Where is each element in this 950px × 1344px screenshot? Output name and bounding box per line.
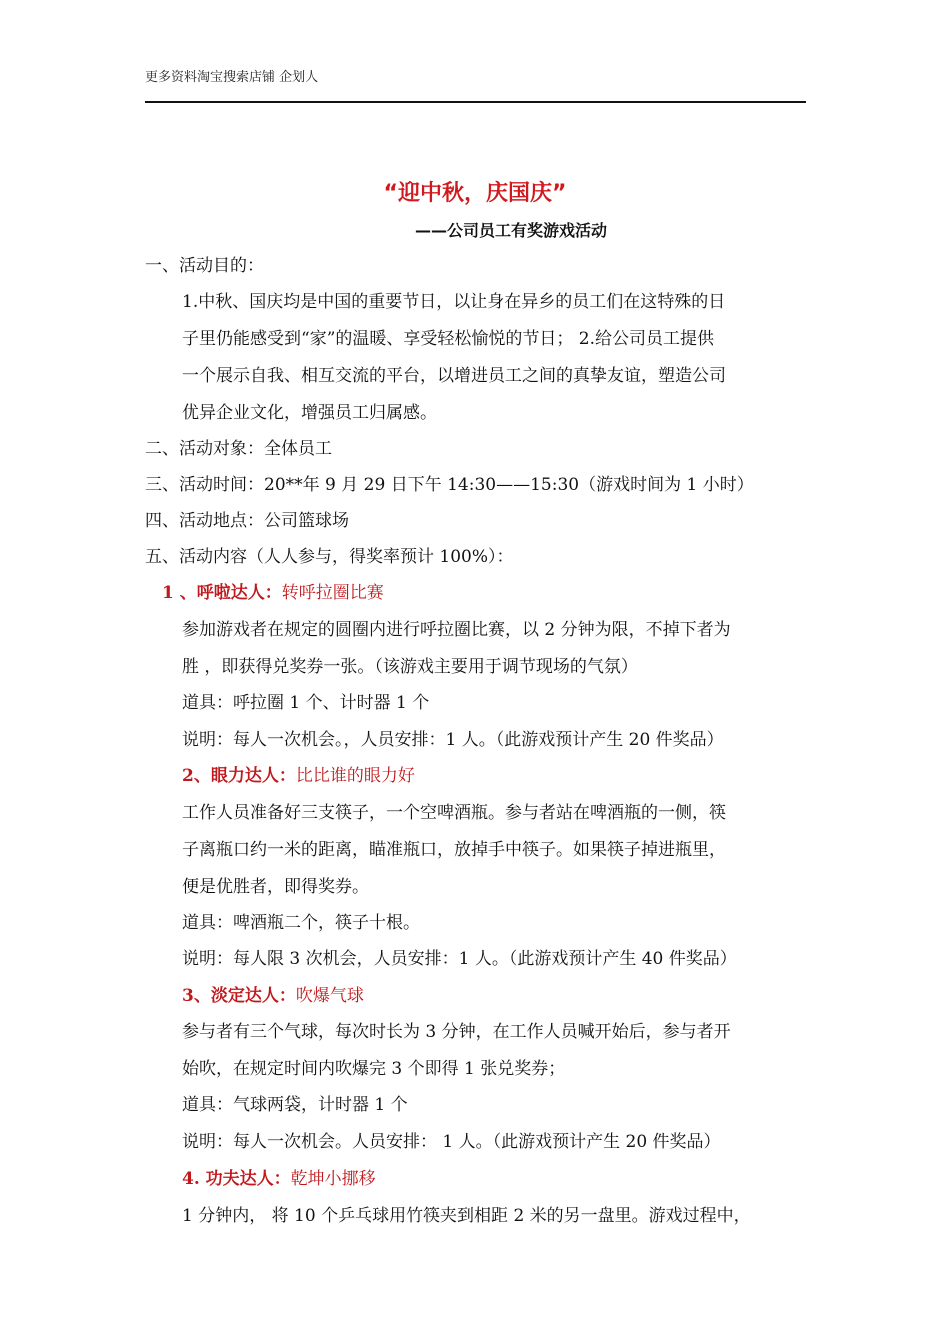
purpose-line: 一个展示自我、相互交流的平台，以增进员工之间的真挚友谊，塑造公司 (182, 366, 726, 386)
game-label: 2、眼力达人： (182, 766, 296, 786)
game-desc-line: 参加游戏者在规定的圆圈内进行呼拉圈比赛，以 2 分钟为限，不掉下者为 (182, 620, 731, 640)
game-props: 道具：气球两袋，计时器 1 个 (182, 1095, 408, 1115)
game-label: 4. 功夫达人： (182, 1169, 291, 1189)
game-name: 乾坤小挪移 (290, 1169, 376, 1189)
section-target: 二、活动对象：全体员工 (145, 439, 332, 459)
game-desc-line: 便是优胜者，即得奖券。 (182, 877, 369, 897)
document-title: “迎中秋，庆国庆” (383, 181, 567, 206)
purpose-line: 子里仍能感受到“家”的温暖、享受轻松愉悦的节日； 2.给公司员工提供 (182, 329, 715, 349)
game-desc-line: 1 分钟内， 将 10 个乒乓球用竹筷夹到相距 2 米的另一盘里。游戏过程中， (182, 1206, 751, 1226)
game-heading (182, 765, 415, 787)
section-time: 三、活动时间：20**年 9 月 29 日下午 14:30——15:30（游戏时间为 1 小时） (145, 475, 754, 495)
game-name: 转呼拉圈比赛 (281, 583, 384, 603)
game-name: 比比谁的眼力好 (295, 766, 415, 786)
section-place: 四、活动地点：公司篮球场 (145, 511, 349, 531)
game-desc-line: 子离瓶口约一米的距离，瞄准瓶口，放掉手中筷子。如果筷子掉进瓶里， (182, 840, 726, 860)
game-heading (182, 1168, 376, 1190)
game-desc-line: 工作人员准备好三支筷子，一个空啤酒瓶。参与者站在啤酒瓶的一侧，筷 (182, 803, 726, 823)
game-label: 1 、呼啦达人： (162, 583, 282, 603)
section-purpose-heading: 一、活动目的： (145, 256, 264, 276)
header-divider (145, 101, 806, 103)
game-desc-line: 参与者有三个气球，每次时长为 3 分钟，在工作人员喊开始后，参与者开 (182, 1022, 731, 1042)
game-name: 吹爆气球 (295, 986, 364, 1006)
page-header: 更多资料淘宝搜索店铺 企划人 (145, 70, 319, 85)
purpose-line: 1.中秋、国庆均是中国的重要节日，以让身在异乡的员工们在这特殊的日 (182, 292, 726, 312)
game-note: 说明：每人一次机会。，人员安排：1 人。（此游戏预计产生 20 件奖品） (182, 730, 724, 750)
document-subtitle: ——公司员工有奖游戏活动 (415, 221, 608, 240)
game-note: 说明：每人一次机会。人员安排： 1 人。（此游戏预计产生 20 件奖品） (182, 1132, 721, 1152)
game-props: 道具：啤酒瓶二个，筷子十根。 (182, 913, 420, 933)
game-label: 3、淡定达人： (182, 986, 296, 1006)
purpose-line: 优异企业文化，增强员工归属感。 (182, 403, 437, 423)
game-desc-line: 始吹，在规定时间内吹爆完 3 个即得 1 张兑奖券； (182, 1059, 566, 1079)
game-props: 道具：呼拉圈 1 个、计时器 1 个 (182, 693, 430, 713)
section-content: 五、活动内容（人人参与，得奖率预计 100%）： (145, 547, 514, 567)
game-desc-line: 胜 ，即获得兑奖券一张。（该游戏主要用于调节现场的气氛） (182, 657, 638, 677)
game-heading (182, 985, 364, 1007)
game-note: 说明：每人限 3 次机会，人员安排：1 人。（此游戏预计产生 40 件奖品） (182, 949, 737, 969)
game-heading (162, 582, 384, 604)
